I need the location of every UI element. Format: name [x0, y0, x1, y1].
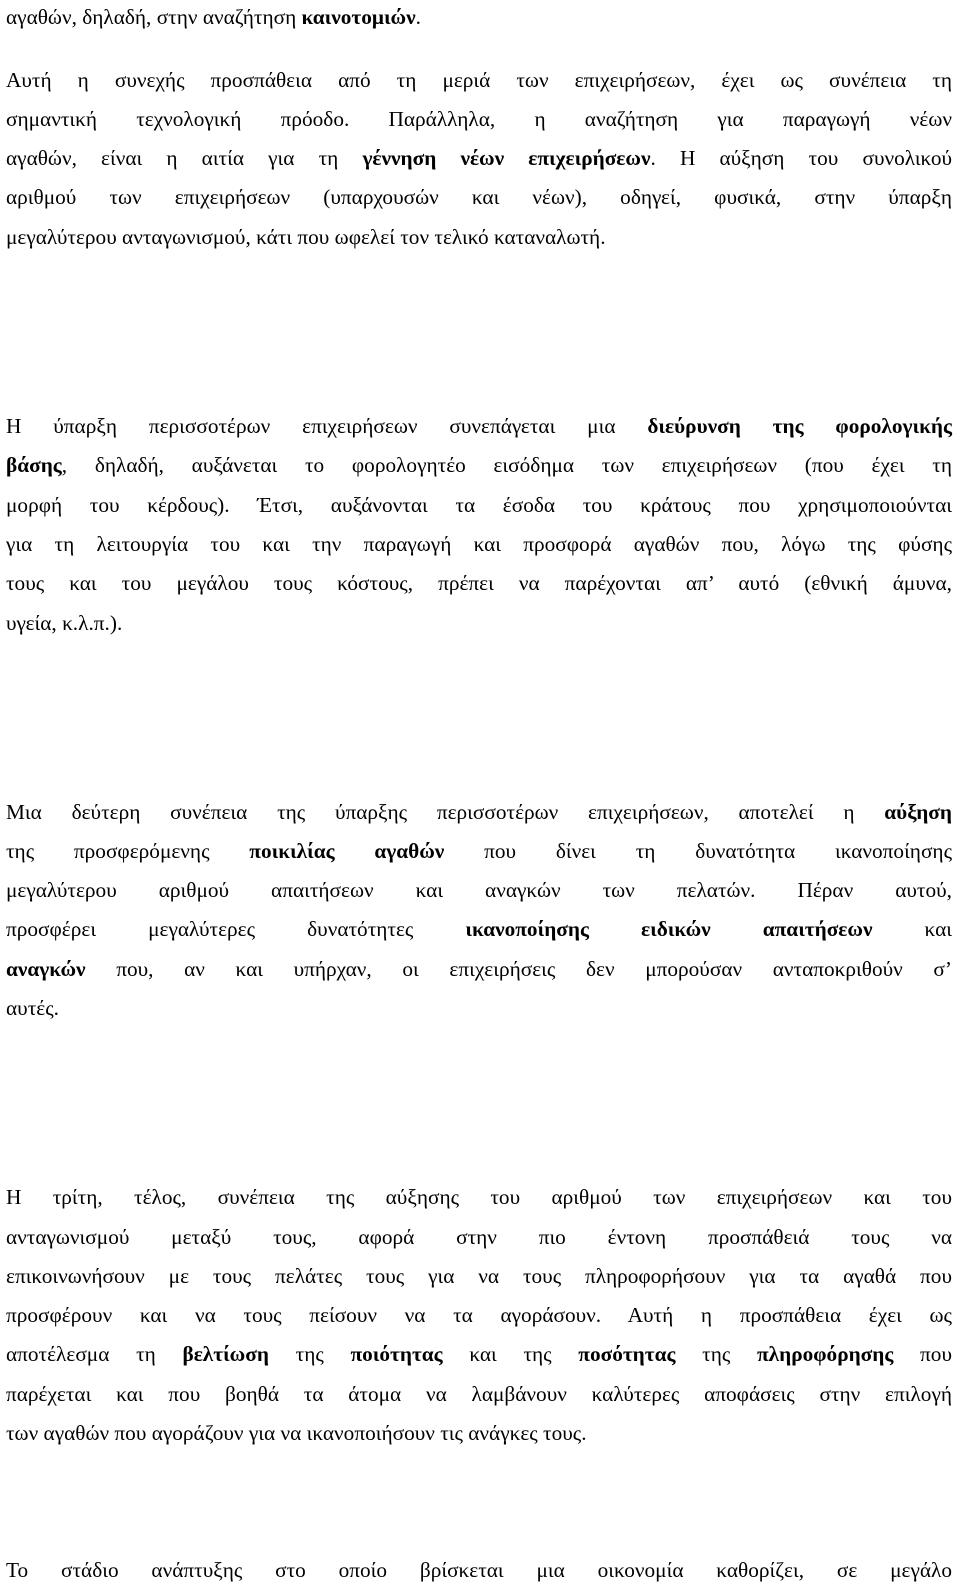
text-line	[6, 993, 952, 1023]
text-segment: προσφέρει μεγαλύτερες δυνατότητες	[6, 917, 466, 941]
text-line	[6, 1182, 952, 1212]
text-segment: .	[415, 5, 421, 29]
text-line	[6, 529, 952, 559]
text-segment: παρέχεται και που βοηθά τα άτομα να λαμβάνουν καλύτερες αποφάσεις στην επιλογή	[6, 1382, 952, 1406]
bold-text: πληροφόρησης	[756, 1342, 894, 1366]
text-segment: , δηλαδή, αυξάνεται το φορολογητέο εισόδημα των επιχειρήσεων (που έχει τη	[61, 453, 952, 477]
text-line	[6, 182, 952, 212]
text-segment: αγαθών, είναι η αιτία για τη	[6, 146, 363, 170]
text-segment: . Η αύξηση του συνολικού	[650, 146, 953, 170]
text-segment: που δίνει τη δυνατότητα ικανοποίησης	[444, 839, 952, 863]
text-segment: αγαθών, δηλαδή, στην αναζήτηση	[6, 5, 302, 29]
text-line	[6, 1418, 952, 1448]
text-line	[6, 490, 952, 520]
text-segment: των αγαθών που αγοράζουν για να ικανοποιήσουν τις ανάγκες τους.	[6, 1421, 587, 1445]
text-line	[6, 1300, 952, 1330]
text-segment: επικοινωνήσουν με τους πελάτες τους για να τους πληροφορήσουν για τα αγαθά που	[6, 1264, 952, 1288]
text-segment: μεγαλύτερου αριθμού απαιτήσεων και αναγκών των πελατών. Πέραν αυτού,	[6, 878, 952, 902]
text-segment: Η ύπαρξη περισσοτέρων επιχειρήσεων συνεπάγεται μια	[6, 414, 648, 438]
text-segment: και της	[442, 1342, 579, 1366]
bold-text: καινοτομιών	[301, 5, 416, 29]
text-line	[6, 1339, 952, 1369]
text-segment: για τη λειτουργία του και την παραγωγή και προσφορά αγαθών που, λόγω της φύσης	[6, 532, 952, 556]
text-line	[6, 1222, 952, 1252]
text-line	[6, 65, 952, 95]
text-segment: Το στάδιο ανάπτυξης στο οποίο βρίσκεται μια οικονομία καθορίζει, σε μεγάλο	[6, 1558, 952, 1582]
text-line	[6, 104, 952, 134]
text-line	[6, 1379, 952, 1409]
bold-text: ποσότητας	[578, 1342, 676, 1366]
text-segment: τους και του μεγάλου τους κόστους, πρέπει να παρέχονται απ’ αυτό (εθνική άμυνα,	[6, 571, 952, 595]
text-line	[6, 875, 952, 905]
text-line	[6, 954, 952, 984]
text-line	[6, 2, 952, 32]
text-segment: αποτέλεσμα τη	[6, 1342, 183, 1366]
text-segment: αυτές.	[6, 996, 59, 1020]
text-segment: της	[675, 1342, 757, 1366]
text-segment: σημαντική τεχνολογική πρόοδο. Παράλληλα, η αναζήτηση για παραγωγή νέων	[6, 107, 952, 131]
bold-text: διεύρυνση της φορολογικής	[647, 414, 952, 438]
text-segment: που	[893, 1342, 953, 1366]
text-line	[6, 568, 952, 598]
bold-text: ποικιλίας αγαθών	[249, 839, 445, 863]
text-line	[6, 836, 952, 866]
text-line	[6, 608, 952, 638]
bold-text: γέννηση νέων επιχειρήσεων	[362, 146, 651, 170]
bold-text: αναγκών	[6, 957, 86, 981]
text-segment: και	[872, 917, 952, 941]
text-segment: της προσφερόμενης	[6, 839, 250, 863]
text-line	[6, 450, 952, 480]
text-segment: Μια δεύτερη συνέπεια της ύπαρξης περισσοτέρων επιχειρήσεων, αποτελεί η	[6, 800, 885, 824]
text-line	[6, 914, 952, 944]
text-segment: ανταγωνισμού μεταξύ τους, αφορά στην πιο έντονη προσπάθειά τους να	[6, 1225, 952, 1249]
text-segment: μορφή του κέρδους). Έτσι, αυξάνονται τα έσοδα του κράτους που χρησιμοποιούνται	[6, 493, 952, 517]
text-line	[6, 222, 952, 252]
text-segment: προσφέρουν και να τους πείσουν να τα αγοράσουν. Αυτή η προσπάθεια έχει ως	[6, 1303, 952, 1327]
text-segment: της	[268, 1342, 351, 1366]
text-line	[6, 411, 952, 441]
text-segment: υγεία, κ.λ.π.).	[6, 611, 123, 635]
text-segment: μεγαλύτερου ανταγωνισμού, κάτι που ωφελεί τον τελικό καταναλωτή.	[6, 225, 606, 249]
text-segment: που, αν και υπήρχαν, οι επιχειρήσεις δεν μπορούσαν ανταποκριθούν σ’	[85, 957, 952, 981]
bold-text: ποιότητας	[350, 1342, 443, 1366]
bold-text: αύξηση	[884, 800, 952, 824]
text-line	[6, 143, 952, 173]
text-line	[6, 797, 952, 827]
bold-text: βάσης	[6, 453, 62, 477]
text-segment: Αυτή η συνεχής προσπάθεια από τη μεριά των επιχειρήσεων, έχει ως συνέπεια τη	[6, 68, 952, 92]
bold-text: βελτίωση	[182, 1342, 269, 1366]
text-line	[6, 1261, 952, 1291]
text-segment: αριθμού των επιχειρήσεων (υπαρχουσών και νέων), οδηγεί, φυσικά, στην ύπαρξη	[6, 185, 952, 209]
bold-text: ικανοποίησης ειδικών απαιτήσεων	[465, 917, 873, 941]
text-segment: Η τρίτη, τέλος, συνέπεια της αύξησης του αριθμού των επιχειρήσεων και του	[6, 1185, 952, 1209]
